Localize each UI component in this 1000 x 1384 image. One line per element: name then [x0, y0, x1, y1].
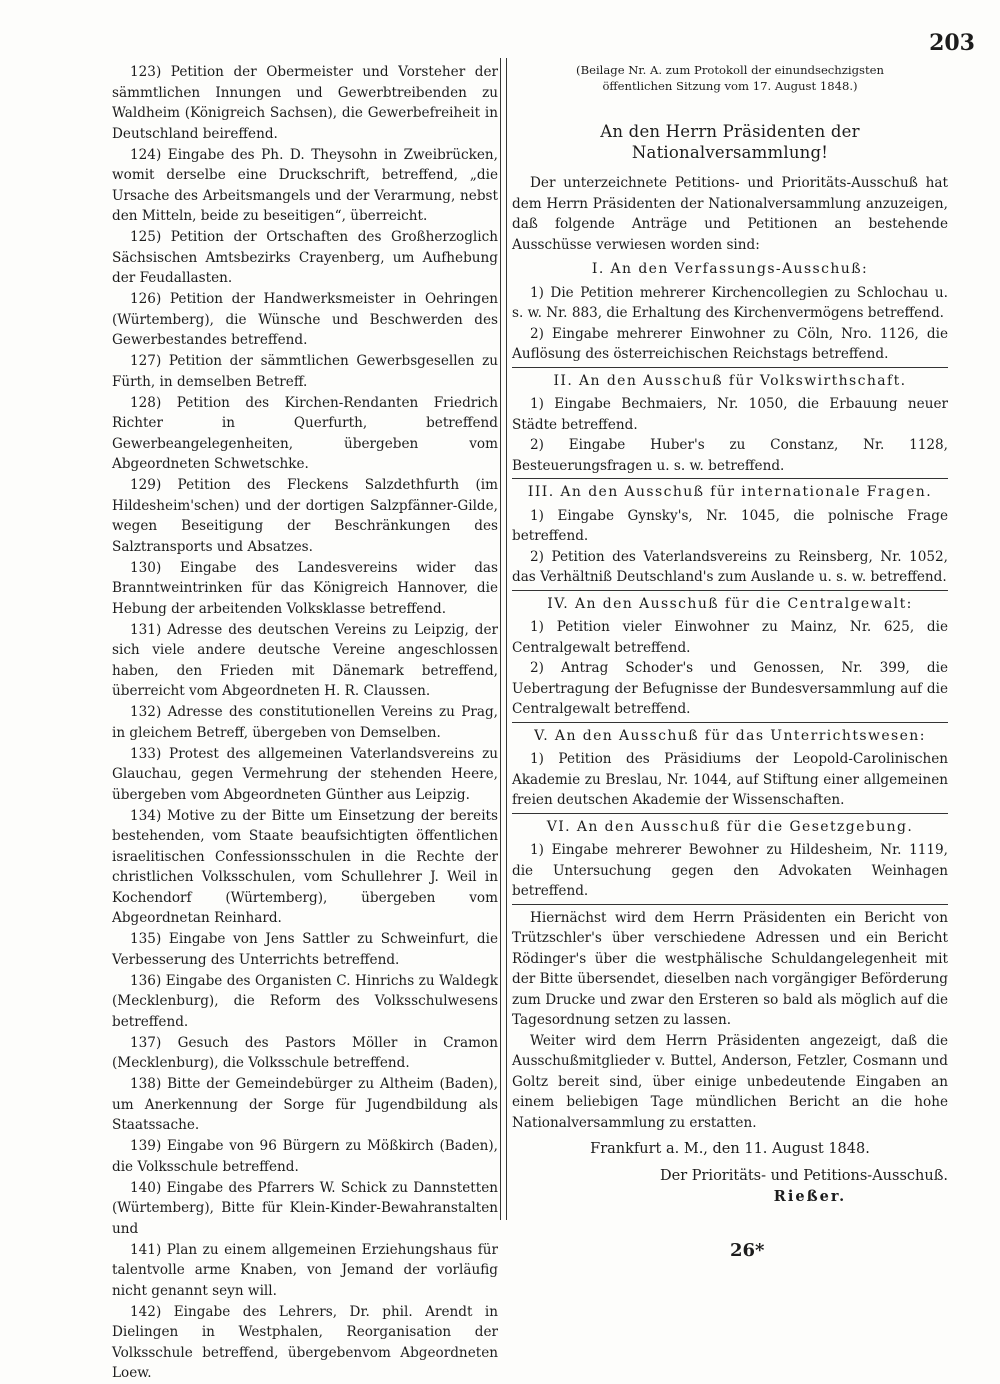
referral-item: 1) Eingabe Gynsky's, Nr. 1045, die polnische Frage betreffend.	[512, 507, 948, 544]
referral-item: 2) Eingabe mehrerer Einwohner zu Cöln, Nro. 1126, die Auflösung des österreichischen Reichstags betreffend.	[512, 325, 948, 362]
committee-sections	[512, 259, 948, 902]
petition-entry: 133) Protest des allgemeinen Vaterlandsvereins zu Glauchau, gegen Vermehrung der stehenden Heere, übergeben vom Abgeordneten Günther aus Leipzig.	[112, 745, 498, 803]
petition-entry: 130) Eingabe des Landesvereins wider das Branntweintrinken für das Königreich Hannover, die Hebung der arbeitenden Volksklasse betreffend.	[112, 559, 498, 617]
column-divider	[500, 58, 507, 1220]
petition-entry: 132) Adresse des constitutionellen Vereins zu Prag, in gleichem Betreff, übergeben von Demselben.	[112, 704, 498, 741]
closing-paragraphs	[512, 904, 948, 1134]
supplement-note	[512, 62, 948, 94]
committee-heading: I. An den Verfassungs-Ausschuß:	[591, 261, 869, 277]
committee-heading: IV. An den Ausschuß für die Centralgewalt:	[512, 590, 948, 615]
committee-heading: V. An den Ausschuß für das Unterrichtswesen:	[512, 722, 948, 747]
petition-entry: 129) Petition des Fleckens Salzdethfurth (im Hildesheim'schen) und der dortigen Salzpfänner-Gilde, wegen Beseitigung der Beschränkungen des Salztransports und Absatzes.	[112, 477, 498, 555]
referral-item: 1) Die Petition mehrerer Kirchencollegien zu Schlochau u. s. w. Nr. 883, die Erhaltung des Kirchenvermögens betreffend.	[512, 284, 948, 321]
petition-entry: 128) Petition des Kirchen-Rendanten Friedrich Richter in Querfurth, betreffend Gewerbeangelegenheiten, übergeben vom Abgeordneten Schwetschke.	[112, 394, 498, 472]
petition-entry: 141) Plan zu einem allgemeinen Erziehungshaus für talentvolle arme Knaben, von Jemand der vorläufig nicht genannt seyn will.	[112, 1241, 498, 1299]
petition-entry: 136) Eingabe des Organisten C. Hinrichs zu Waldegk (Mecklenburg), die Reform des Volksschulwesens betreffend.	[112, 972, 498, 1030]
petition-entry: 134) Motive zu der Bitte um Einsetzung der bereits bestehenden, vom Staate beaufsichtigten öffentlichen israelitischen Confessionsschulen in die Rechte der christlichen Volksschulen, vom Schullehrer J. Weil in Kochendorf (Würtemberg), übergeben vom Abgeordnetan Reinhard.	[112, 807, 498, 926]
referral-item: 1) Petition des Präsidiums der Leopold-Carolinischen Akademie zu Breslau, Nr. 1044, auf Stiftung einer allgemeinen freien deutschen Akademie der Wissenschaften.	[512, 751, 948, 808]
intro-paragraph: Der unterzeichnete Petitions- und Prioritäts-Ausschuß hat dem Herrn Präsidenten der Nationalversammlung anzuzeigen, daß folgende Anträge und Petitionen an bestehende Ausschüsse verwiesen worden sind:	[512, 175, 948, 253]
right-column	[512, 62, 948, 1208]
signature-name: Rießer.	[773, 1188, 847, 1205]
petition-entry: 125) Petition der Ortschaften des Großherzoglich Sächsischen Amtsbezirks Crayenberg, um Aufhebung der Feudallasten.	[112, 229, 498, 286]
committee-heading: VI. An den Ausschuß für die Gesetzgebung.	[512, 813, 948, 838]
referral-item: 2) Eingabe Huber's zu Constanz, Nr. 1128, Besteuerungsfragen u. s. w. betreffend.	[512, 437, 948, 474]
address-heading: An den Herrn Präsidenten der Nationalversammlung!	[600, 122, 860, 162]
petition-entry: 137) Gesuch des Pastors Möller in Cramon (Mecklenburg), die Volksschule betreffend.	[112, 1034, 498, 1071]
referral-item: 2) Antrag Schoder's und Genossen, Nr. 399, die Uebertragung der Befugnisse der Bundesversammlung auf die Centralgewalt betreffend.	[512, 660, 948, 717]
petition-entry: 131) Adresse des deutschen Vereins zu Leipzig, der sich viele andere deutsche Vereine angeschlossen haben, den Frieden mit Dänemark betreffend, überreicht vom Abgeordneten H. R. Claussen.	[112, 621, 498, 699]
closing-paragraph: Hiernächst wird dem Herrn Präsidenten ein Bericht von Trützschler's über verschiedene Adressen und ein Bericht Rödinger's über die westphälische Schuldangelegenheit mit der Bitte übersendet, dieselben nach vorgängiger Beförderung zum Drucke und zwar den Ersteren so bald als möglich auf die Tagesordnung setzen zu lassen.	[512, 909, 948, 1028]
signature-committee: Der Prioritäts- und Petitions-Ausschuß.	[660, 1167, 948, 1184]
petition-entry: 142) Eingabe des Lehrers, Dr. phil. Arendt in Dielingen in Westphalen, Reorganisation der Volksschule betreffend, übergebenvom Abgeordneten Loew.	[112, 1303, 498, 1381]
petition-entry: 140) Eingabe des Pfarrers W. Schick zu Dannstetten (Würtemberg), Bitte für Klein-Kinder-Bewahranstalten und	[112, 1179, 498, 1237]
referral-item: 1) Eingabe mehrerer Bewohner zu Hildesheim, Nr. 1119, die Untersuchung gegen den Advokaten Weinhagen betreffend.	[512, 842, 948, 899]
petition-entry: 135) Eingabe von Jens Sattler zu Schweinfurt, die Verbesserung des Unterrichts betreffend.	[112, 931, 498, 968]
petition-entry: 126) Petition der Handwerksmeister in Oehringen (Würtemberg), die Wünsche und Beschwerden des Gewerbestandes betreffend.	[112, 291, 498, 348]
petition-entry: 139) Eingabe von 96 Bürgern zu Mößkirch (Baden), die Volksschule betreffend.	[112, 1138, 498, 1175]
page-number: 203	[929, 30, 975, 56]
referral-item: 1) Eingabe Bechmaiers, Nr. 1050, die Erbauung neuer Städte betreffend.	[512, 396, 948, 433]
committee-heading: II. An den Ausschuß für Volkswirthschaft.	[512, 367, 948, 392]
petition-entry: 123) Petition der Obermeister und Vorsteher der sämmtlichen Innungen und Gewerbtreibenden zu Waldheim (Königreich Sachsen), die Gewerbefreiheit in Deutschland beireffend.	[112, 64, 498, 142]
committee-heading: III. An den Ausschuß für internationale Fragen.	[512, 478, 948, 503]
supplement-line-1: (Beilage Nr. A. zum Protokoll der einundsechzigsten	[576, 63, 884, 77]
closing-paragraph: Weiter wird dem Herrn Präsidenten angezeigt, daß die Ausschußmitglieder v. Buttel, Anderson, Fetzler, Cosmann und Goltz bereit sind, über einige unbedeutende Eingaben an einem beliebigen Tage mündlichen Bericht an die hohe Nationalversammlung zu erstatten.	[512, 1032, 948, 1131]
date-line: Frankfurt a. M., den 11. August 1848.	[590, 1141, 870, 1157]
referral-item: 1) Petition vieler Einwohner zu Mainz, Nr. 625, die Centralgewalt betreffend.	[512, 619, 948, 656]
left-column	[112, 62, 498, 1384]
petition-entry: 127) Petition der sämmtlichen Gewerbsgesellen zu Fürth, in demselben Betreff.	[112, 353, 498, 390]
petition-entry: 124) Eingabe des Ph. D. Theysohn in Zweibrücken, womit derselbe eine Druckschrift, betreffend, „die Ursache des Arbeitsmangels und der Verarmung, nebst den Mitteln, beide zu beseitigen“, überreicht.	[112, 146, 498, 224]
supplement-line-2: öffentlichen Sitzung vom 17. August 1848.)	[602, 79, 858, 93]
sheet-mark: 26*	[730, 1240, 765, 1261]
referral-item: 2) Petition des Vaterlandsvereins zu Reinsberg, Nr. 1052, das Verhältniß Deutschland's zum Auslande u. s. w. betreffend.	[512, 548, 948, 585]
petition-entry: 138) Bitte der Gemeindebürger zu Altheim (Baden), um Anerkennung der Sorge für Jugendbildung als Staatssache.	[112, 1076, 498, 1133]
